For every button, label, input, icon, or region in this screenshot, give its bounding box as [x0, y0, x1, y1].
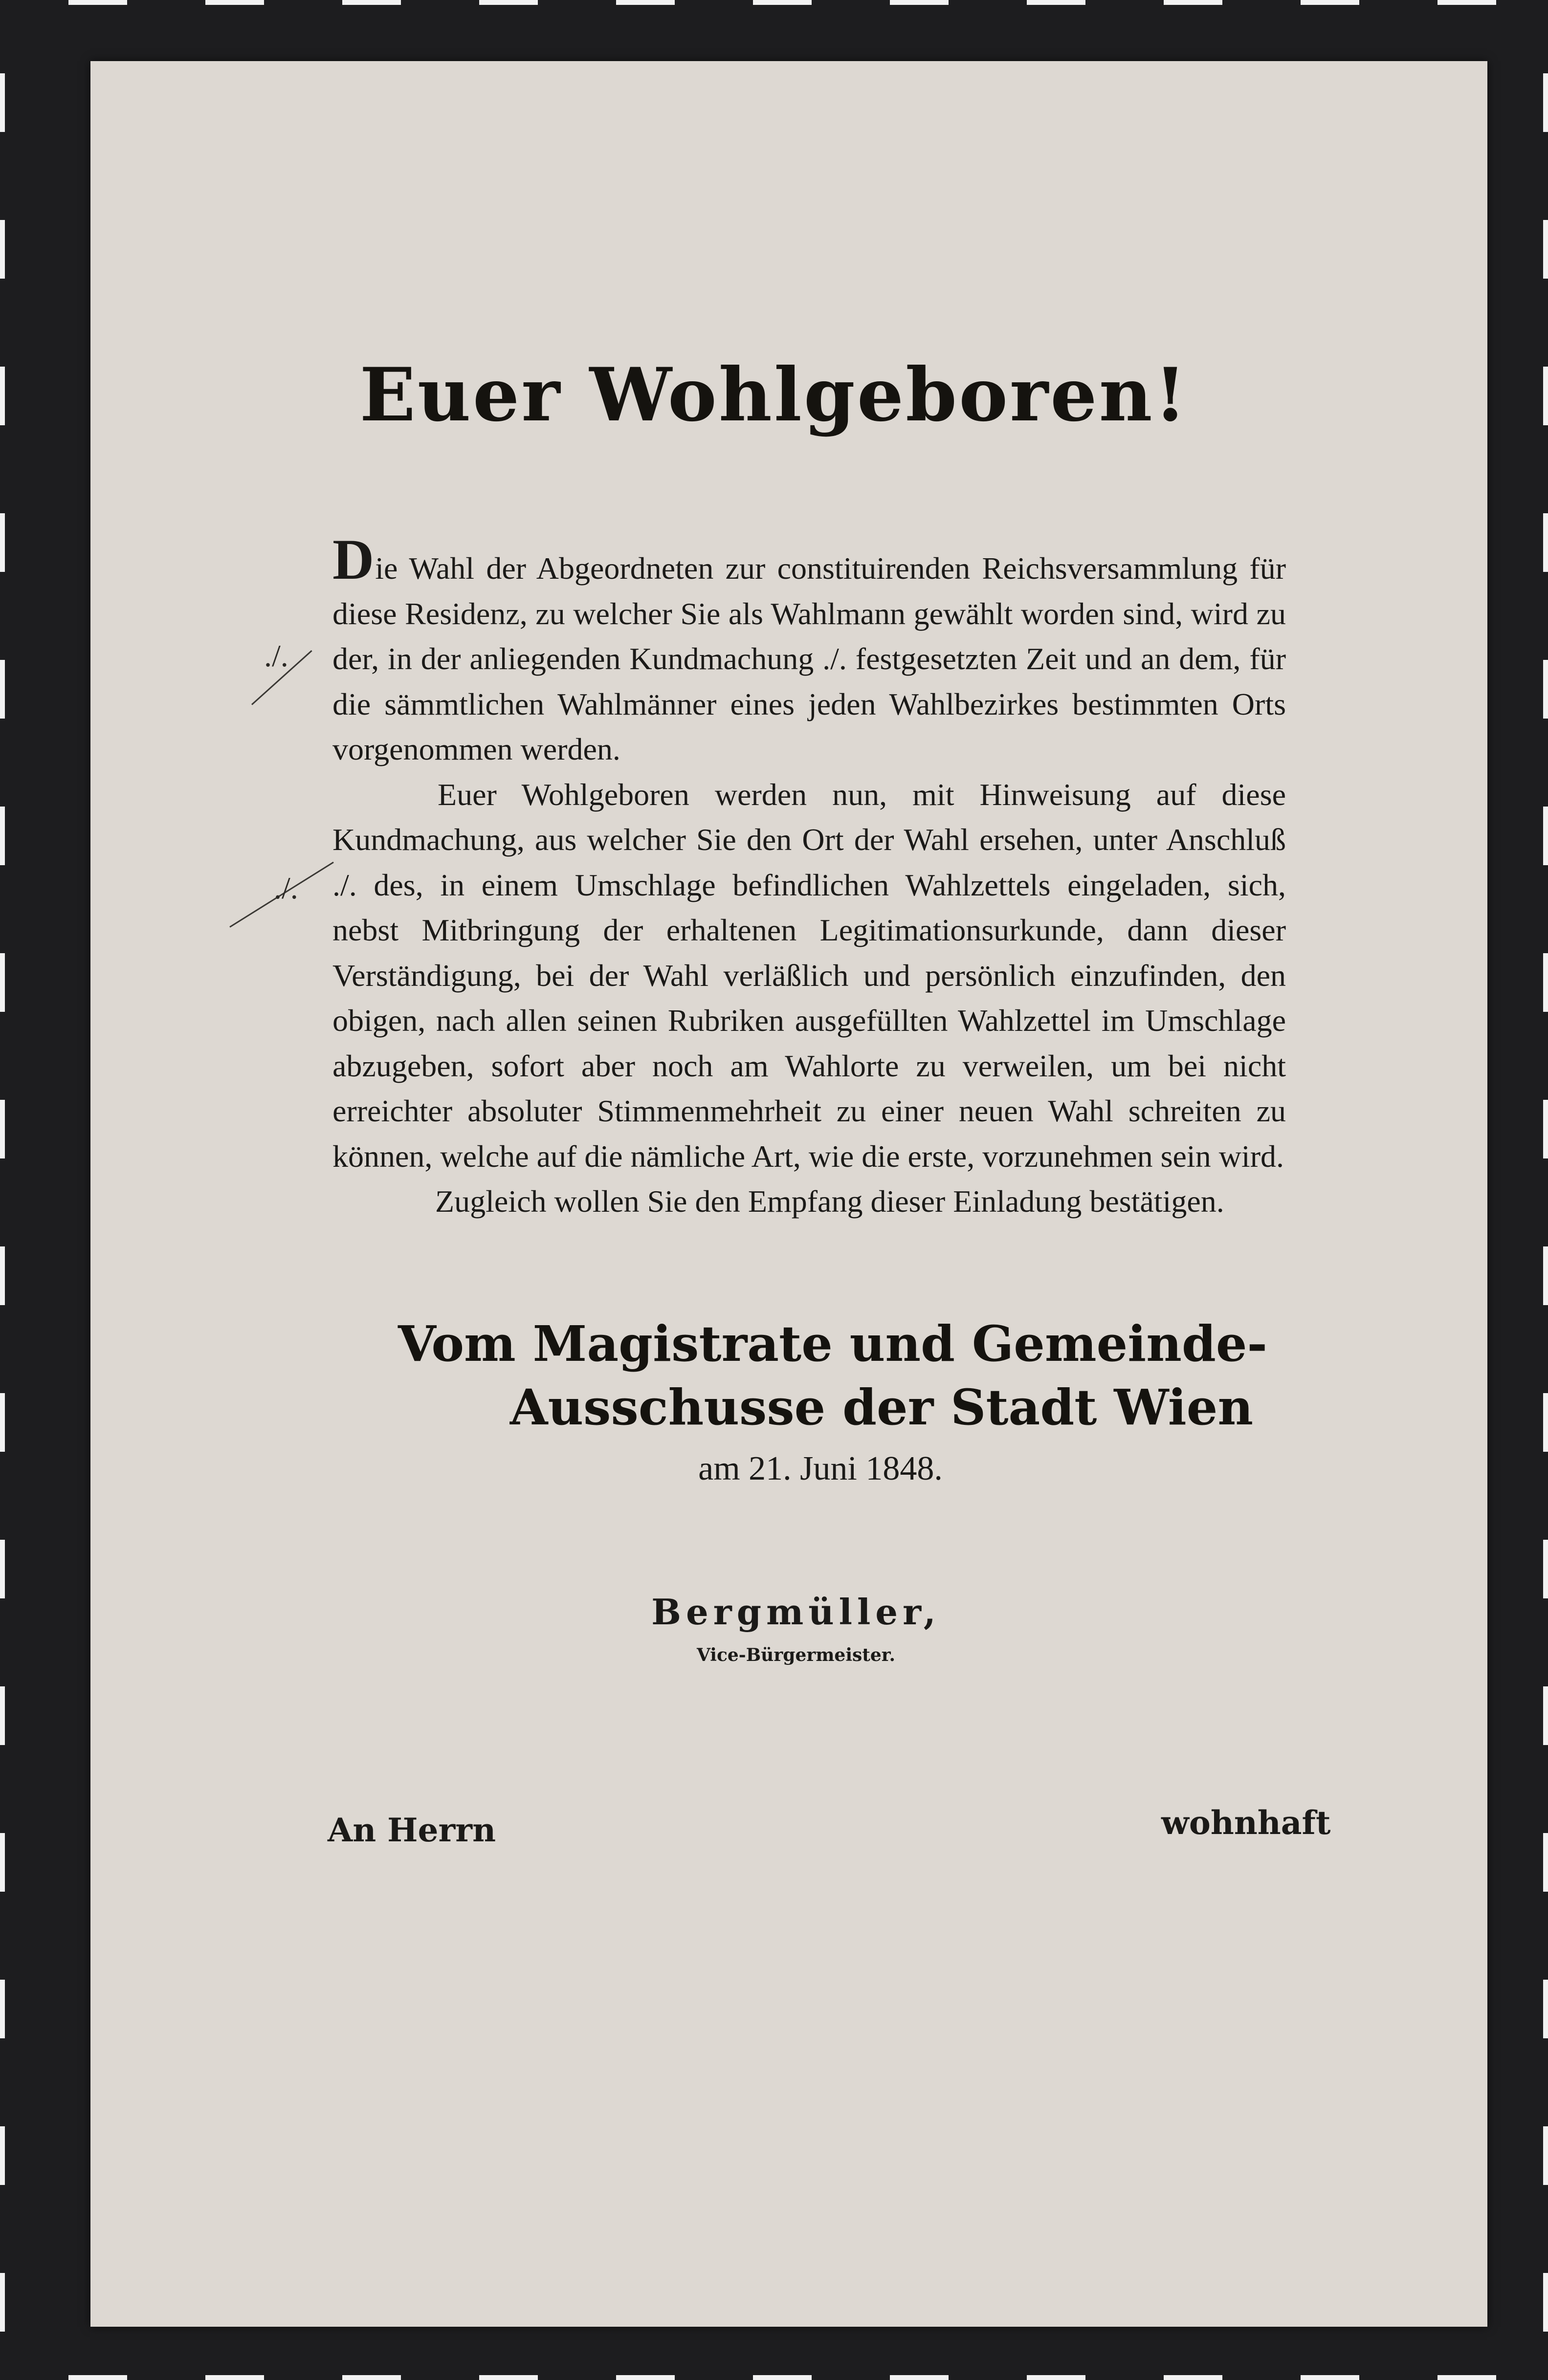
margin-mark-2: ./.	[274, 871, 298, 905]
signer-name: Bergmüller,	[651, 1591, 941, 1633]
ruler-bottom	[0, 2375, 1548, 2380]
address-recipient-label: An Herrn	[328, 1811, 496, 1849]
paragraph-1-text: ie Wahl der Abgeordneten zur constituirenden Reichsversammlung für diese Residenz, zu welcher Sie als Wahlmann gewählt worden sind, wird zu der, in der anliegenden Kundmachung ./. festgesetzten Zeit und an dem, für die sämmtlichen Wahlmänner eines jeden Wahlbezirkes bestimmten Orts vorgenommen werden.	[332, 551, 1286, 766]
ruler-top	[0, 0, 1548, 5]
issue-date: am 21. Juni 1848.	[698, 1450, 943, 1487]
paragraph-2: Euer Wohlgeboren werden nun, mit Hinweisung auf diese Kundmachung, aus welcher Sie den Ort der Wahl ersehen, unter Anschluß ./. des, in einem Umschlage befindlichen Wahlzettels eingeladen, sich, nebst Mitbringung der erhaltenen Legitimationsurkunde, dann dieser Verständigung, bei der Wahl verläßlich und persönlich einzufinden, den obigen, nach allen seinen Rubriken ausgefüllten Wahlzettel im Umschlage abzugeben, sofort aber noch am Wahlorte zu verweilen, um bei nicht erreichter absoluter Stimmenmehrheit zu einer neuen Wahl schreiten zu können, welche auf die nämliche Art, wie die erste, vorzunehmen sein wird.	[332, 777, 1286, 1174]
paragraph-1	[332, 527, 1286, 772]
paragraph-3: Zugleich wollen Sie den Empfang dieser Einladung bestätigen.	[435, 1184, 1224, 1219]
margin-mark-1: ./.	[264, 638, 288, 673]
issuer-line-1: Vom Magistrate und Gemeinde-	[398, 1315, 1268, 1373]
letter-body	[332, 527, 1286, 1224]
address-residence-label: wohnhaft	[1161, 1804, 1331, 1842]
issuer-line-2: Ausschusse der Stadt Wien	[509, 1378, 1254, 1436]
document-title: Euer Wohlgeboren!	[359, 352, 1189, 438]
signer-title: Vice-Bürgermeister.	[696, 1645, 896, 1665]
dropcap: D	[332, 527, 376, 591]
